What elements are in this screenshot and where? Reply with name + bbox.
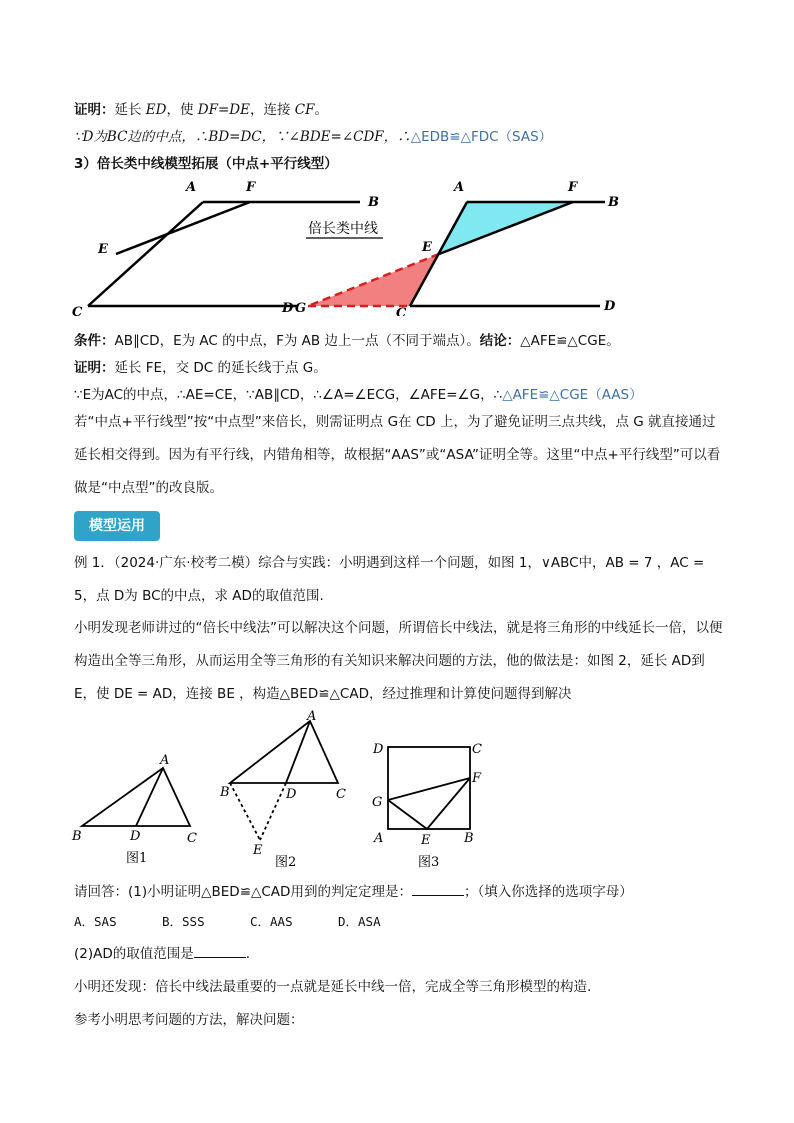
left-segment-ef — [116, 202, 250, 254]
right-label-b: B — [608, 195, 619, 210]
left-figure — [72, 180, 379, 316]
fig1-caption: 图1 — [126, 851, 148, 866]
left-label-d: D — [282, 301, 294, 316]
segment-cf: CF — [294, 102, 315, 118]
reason-conclusion: △AFE≌△CGE（AAS） — [502, 387, 643, 403]
section-3-title: 3）倍长类中线模型拓展（中点+平行线型） — [74, 156, 338, 172]
right-label-d: D — [604, 299, 616, 314]
reason-line-1 — [74, 127, 552, 147]
fig3-label-b: B — [464, 831, 474, 846]
conclusion-text: △AFE≌△CGE。 — [520, 333, 620, 349]
right-label-c: C — [396, 306, 407, 316]
left-label-f: F — [246, 180, 256, 195]
figure-3 — [372, 742, 482, 870]
condition-line — [74, 331, 620, 351]
figure-2 — [219, 709, 346, 870]
right-label-f: F — [568, 180, 578, 195]
proof-text: ，使 — [166, 102, 198, 118]
answer-blank-2[interactable] — [194, 944, 246, 958]
question-1-text: 请回答：(1)小明证明△BED≌△CAD用到的判定定理是： — [74, 884, 412, 900]
fig3-label-d: D — [373, 742, 384, 757]
fig3-label-a: A — [374, 831, 384, 846]
proof-line-3 — [74, 358, 327, 378]
fig1-label-a: A — [160, 753, 170, 768]
proof-text: ，连接 — [249, 102, 295, 118]
fig3-label-f: F — [472, 771, 482, 786]
fig3-label-g: G — [372, 795, 383, 810]
proof-label: 证明： — [74, 102, 115, 118]
options-row — [74, 912, 426, 932]
question-2-text: (2)AD的取值范围是 — [74, 946, 194, 962]
right-figure — [295, 180, 619, 316]
answer-blank-1[interactable] — [412, 882, 464, 896]
midpoint-parallel-figure — [60, 176, 660, 316]
fig3-label-e: E — [421, 833, 431, 848]
fig3-caption: 图3 — [418, 855, 440, 870]
option-c[interactable]: C．AAS — [250, 914, 293, 929]
figure-caption: 倍长类中线 — [308, 221, 378, 237]
proof-label: 证明： — [74, 360, 115, 376]
right-label-g: G — [295, 301, 307, 316]
right-segment-ac — [410, 202, 467, 306]
example-paragraph-1: 例 1．（2024·广东·校考二模）综合与实践：小明遇到这样一个问题，如图 1，∨ABC中，AB = 7 ，AC = 5，点 D为 BC的中点，求 AD的取值范围. — [74, 555, 705, 604]
reason-text: ∵E为AC的中点，∴AE=CE，∵AB∥CD，∴∠A=∠ECG，∠AFE=∠G，∴ — [74, 387, 503, 403]
question-2-end: . — [245, 946, 251, 962]
explanation-paragraph: 若“中点+平行线型”按“中点型”来倍长，则需证明点 G在 CD 上，为了避免证明三点共线，点 G 就直接通过延长相交得到。因为有平行线，内错角相等，故根据“AAS”或“ASA”证明全等。这里“中点+平行线型”可以看做是“中点型”的改良版。 — [74, 414, 721, 496]
proof-text: 延长 FE，交 DC 的延长线于点 G。 — [114, 360, 327, 376]
fig2-caption: 图2 — [275, 855, 297, 870]
fig2-label-c: C — [336, 787, 346, 802]
fig2-label-b: B — [220, 785, 230, 800]
fig2-label-a: A — [307, 709, 317, 724]
model-application-badge: 模型运用 — [74, 511, 160, 541]
question-1-hint: ；（填入你选择的选项字母） — [463, 884, 633, 900]
fig2-label-e: E — [253, 843, 263, 858]
proof-text: 。 — [314, 102, 328, 118]
right-label-e: E — [422, 240, 432, 255]
reason-line-3 — [74, 385, 643, 405]
left-label-b: B — [368, 195, 379, 210]
left-label-c: C — [72, 305, 83, 316]
segment-ed: ED — [145, 102, 167, 118]
question-2 — [74, 944, 250, 964]
reason-conclusion: △EDB≌△FDC（SAS） — [410, 129, 553, 145]
option-b[interactable]: B．SSS — [162, 914, 205, 929]
equation-df-de: DF=DE — [197, 102, 250, 118]
left-label-e: E — [98, 242, 108, 257]
reason-text: ∵D为BC边的中点，∴BD=DC，∵∠BDE=∠CDF，∴ — [74, 129, 411, 145]
proof-text: 延长 — [114, 102, 146, 118]
condition-label: 条件： — [74, 333, 115, 349]
conclusion-label: 结论： — [479, 333, 521, 349]
fig1-label-c: C — [187, 831, 197, 846]
option-a[interactable]: A．SAS — [74, 914, 117, 929]
condition-text: AB∥CD，E为 AC 的中点，F为 AB 边上一点（不同于端点）。 — [114, 333, 480, 349]
example-paragraph-4: 参考小明思考问题的方法，解决问题： — [74, 1012, 304, 1028]
example-paragraph-3: 小明还发现：倍长中线法最重要的一点就是延长中线一倍，完成全等三角形模型的构造. — [74, 979, 592, 995]
figure-1 — [71, 753, 197, 866]
proof-line-1 — [74, 100, 328, 120]
fig1-label-d: D — [130, 829, 141, 844]
question-1 — [74, 882, 633, 902]
left-label-a: A — [186, 180, 197, 195]
option-d[interactable]: D．ASA — [338, 914, 381, 929]
example-figures — [60, 706, 520, 876]
fig1-label-b: B — [72, 829, 82, 844]
right-label-a: A — [454, 180, 465, 195]
example-paragraph-2: 小明发现老师讲过的“倍长中线法”可以解决这个问题，所谓倍长中线法，就是将三角形的中线延长一倍，以便构造出全等三角形，从而运用全等三角形的有关知识来解决问题的方法，他的做法是：如图 2，延长 AD到 E，使 DE = AD，连接 BE ，构造△BED≌△CAD，经过推理和计算使问题得到解决 — [74, 620, 723, 702]
fig2-label-d: D — [286, 787, 297, 802]
fig3-label-c: C — [472, 742, 482, 757]
